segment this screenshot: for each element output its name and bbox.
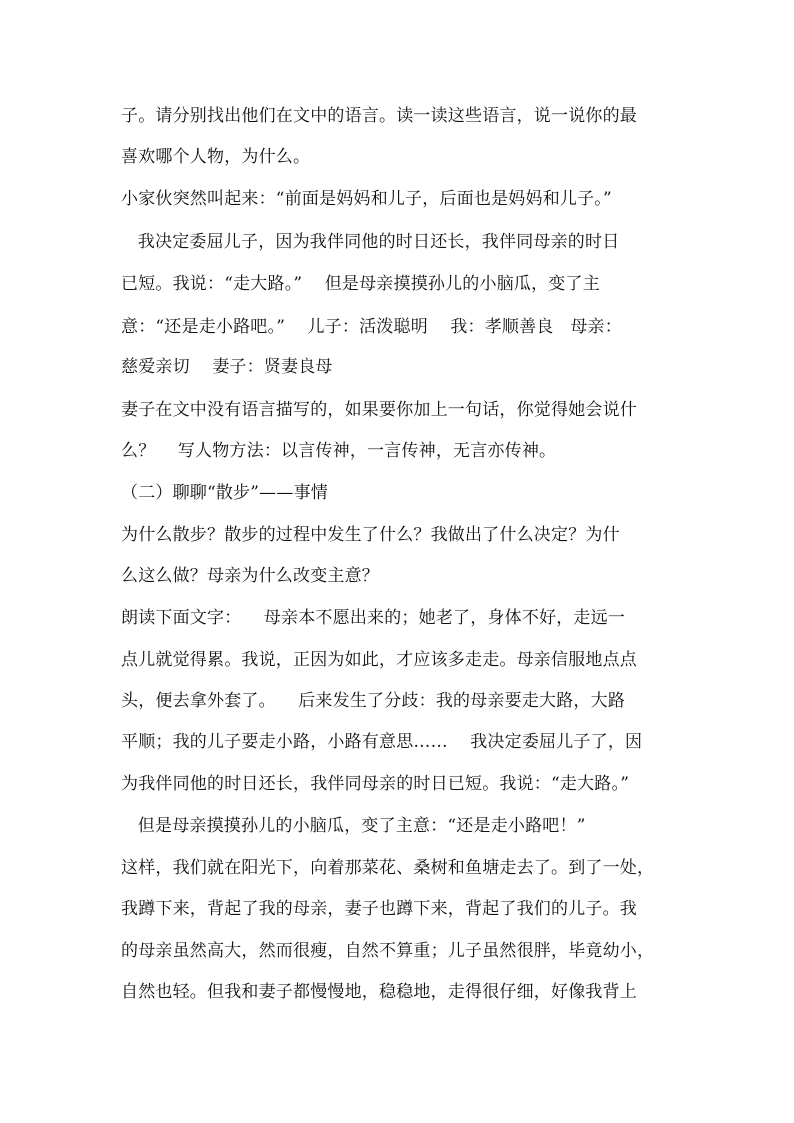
text-line-14: 点儿就觉得累。我说，正因为如此，才应该多走走。母亲信服地点点 [121, 650, 637, 670]
text-line-19: 这样，我们就在阳光下，向着那菜花、桑树和鱼塘走去了。到了一处， [121, 858, 655, 878]
text-line-1: 子。请分别找出他们在文中的语言。读一读这些语言，说一说你的最 [121, 106, 637, 126]
text-line-7: 慈爱亲切 妻子：贤妻良母 [121, 357, 333, 377]
text-line-8: 妻子在文中没有语言描写的，如果要你加上一句话，你觉得她会说什 [121, 400, 637, 420]
text-line-3: 小家伙突然叫起来：“前面是妈妈和儿子，后面也是妈妈和儿子。” [121, 189, 612, 209]
text-line-20: 我蹲下来，背起了我的母亲，妻子也蹲下来，背起了我们的儿子。我 [121, 899, 637, 919]
text-line-12: 么这么做？母亲为什么改变主意？ [121, 566, 379, 586]
text-line-21: 的母亲虽然高大，然而很瘦，自然不算重；儿子虽然很胖，毕竟幼小， [121, 941, 655, 961]
text-line-16: 平顺；我的儿子要走小路，小路有意思…… 我决定委屈儿子了，因 [121, 732, 643, 752]
text-line-6: 意：“还是走小路吧。” 儿子：活泼聪明 我：孝顺善良 母亲： [121, 317, 622, 337]
section-heading: （二）聊聊“散步”——事情 [121, 483, 328, 503]
text-line-13: 朗读下面文字： 母亲本不愿出来的；她老了，身体不好，走远一 [121, 608, 626, 628]
text-line-18: 但是母亲摸摸孙儿的小脑瓜，变了主意：“还是走小路吧！” [121, 816, 586, 836]
text-line-22: 自然也轻。但我和妻子都慢慢地，稳稳地，走得很仔细，好像我背上 [121, 982, 637, 1002]
text-line-17: 为我伴同他的时日还长，我伴同母亲的时日已短。我说：“走大路。” [121, 774, 630, 794]
text-line-9: 么？ 写人物方法：以言传神，一言传神，无言亦传神。 [121, 441, 557, 461]
text-line-4: 我决定委屈儿子，因为我伴同他的时日还长，我伴同母亲的时日 [121, 232, 620, 252]
text-line-5: 已短。我说：“走大路。” 但是母亲摸摸孙儿的小脑瓜，变了主 [121, 274, 600, 294]
text-line-2: 喜欢哪个人物，为什么。 [121, 147, 311, 167]
text-line-11: 为什么散步？散步的过程中发生了什么？我做出了什么决定？为什 [121, 525, 620, 545]
text-line-15: 头，便去拿外套了。 后来发生了分歧：我的母亲要走大路，大路 [121, 691, 626, 711]
